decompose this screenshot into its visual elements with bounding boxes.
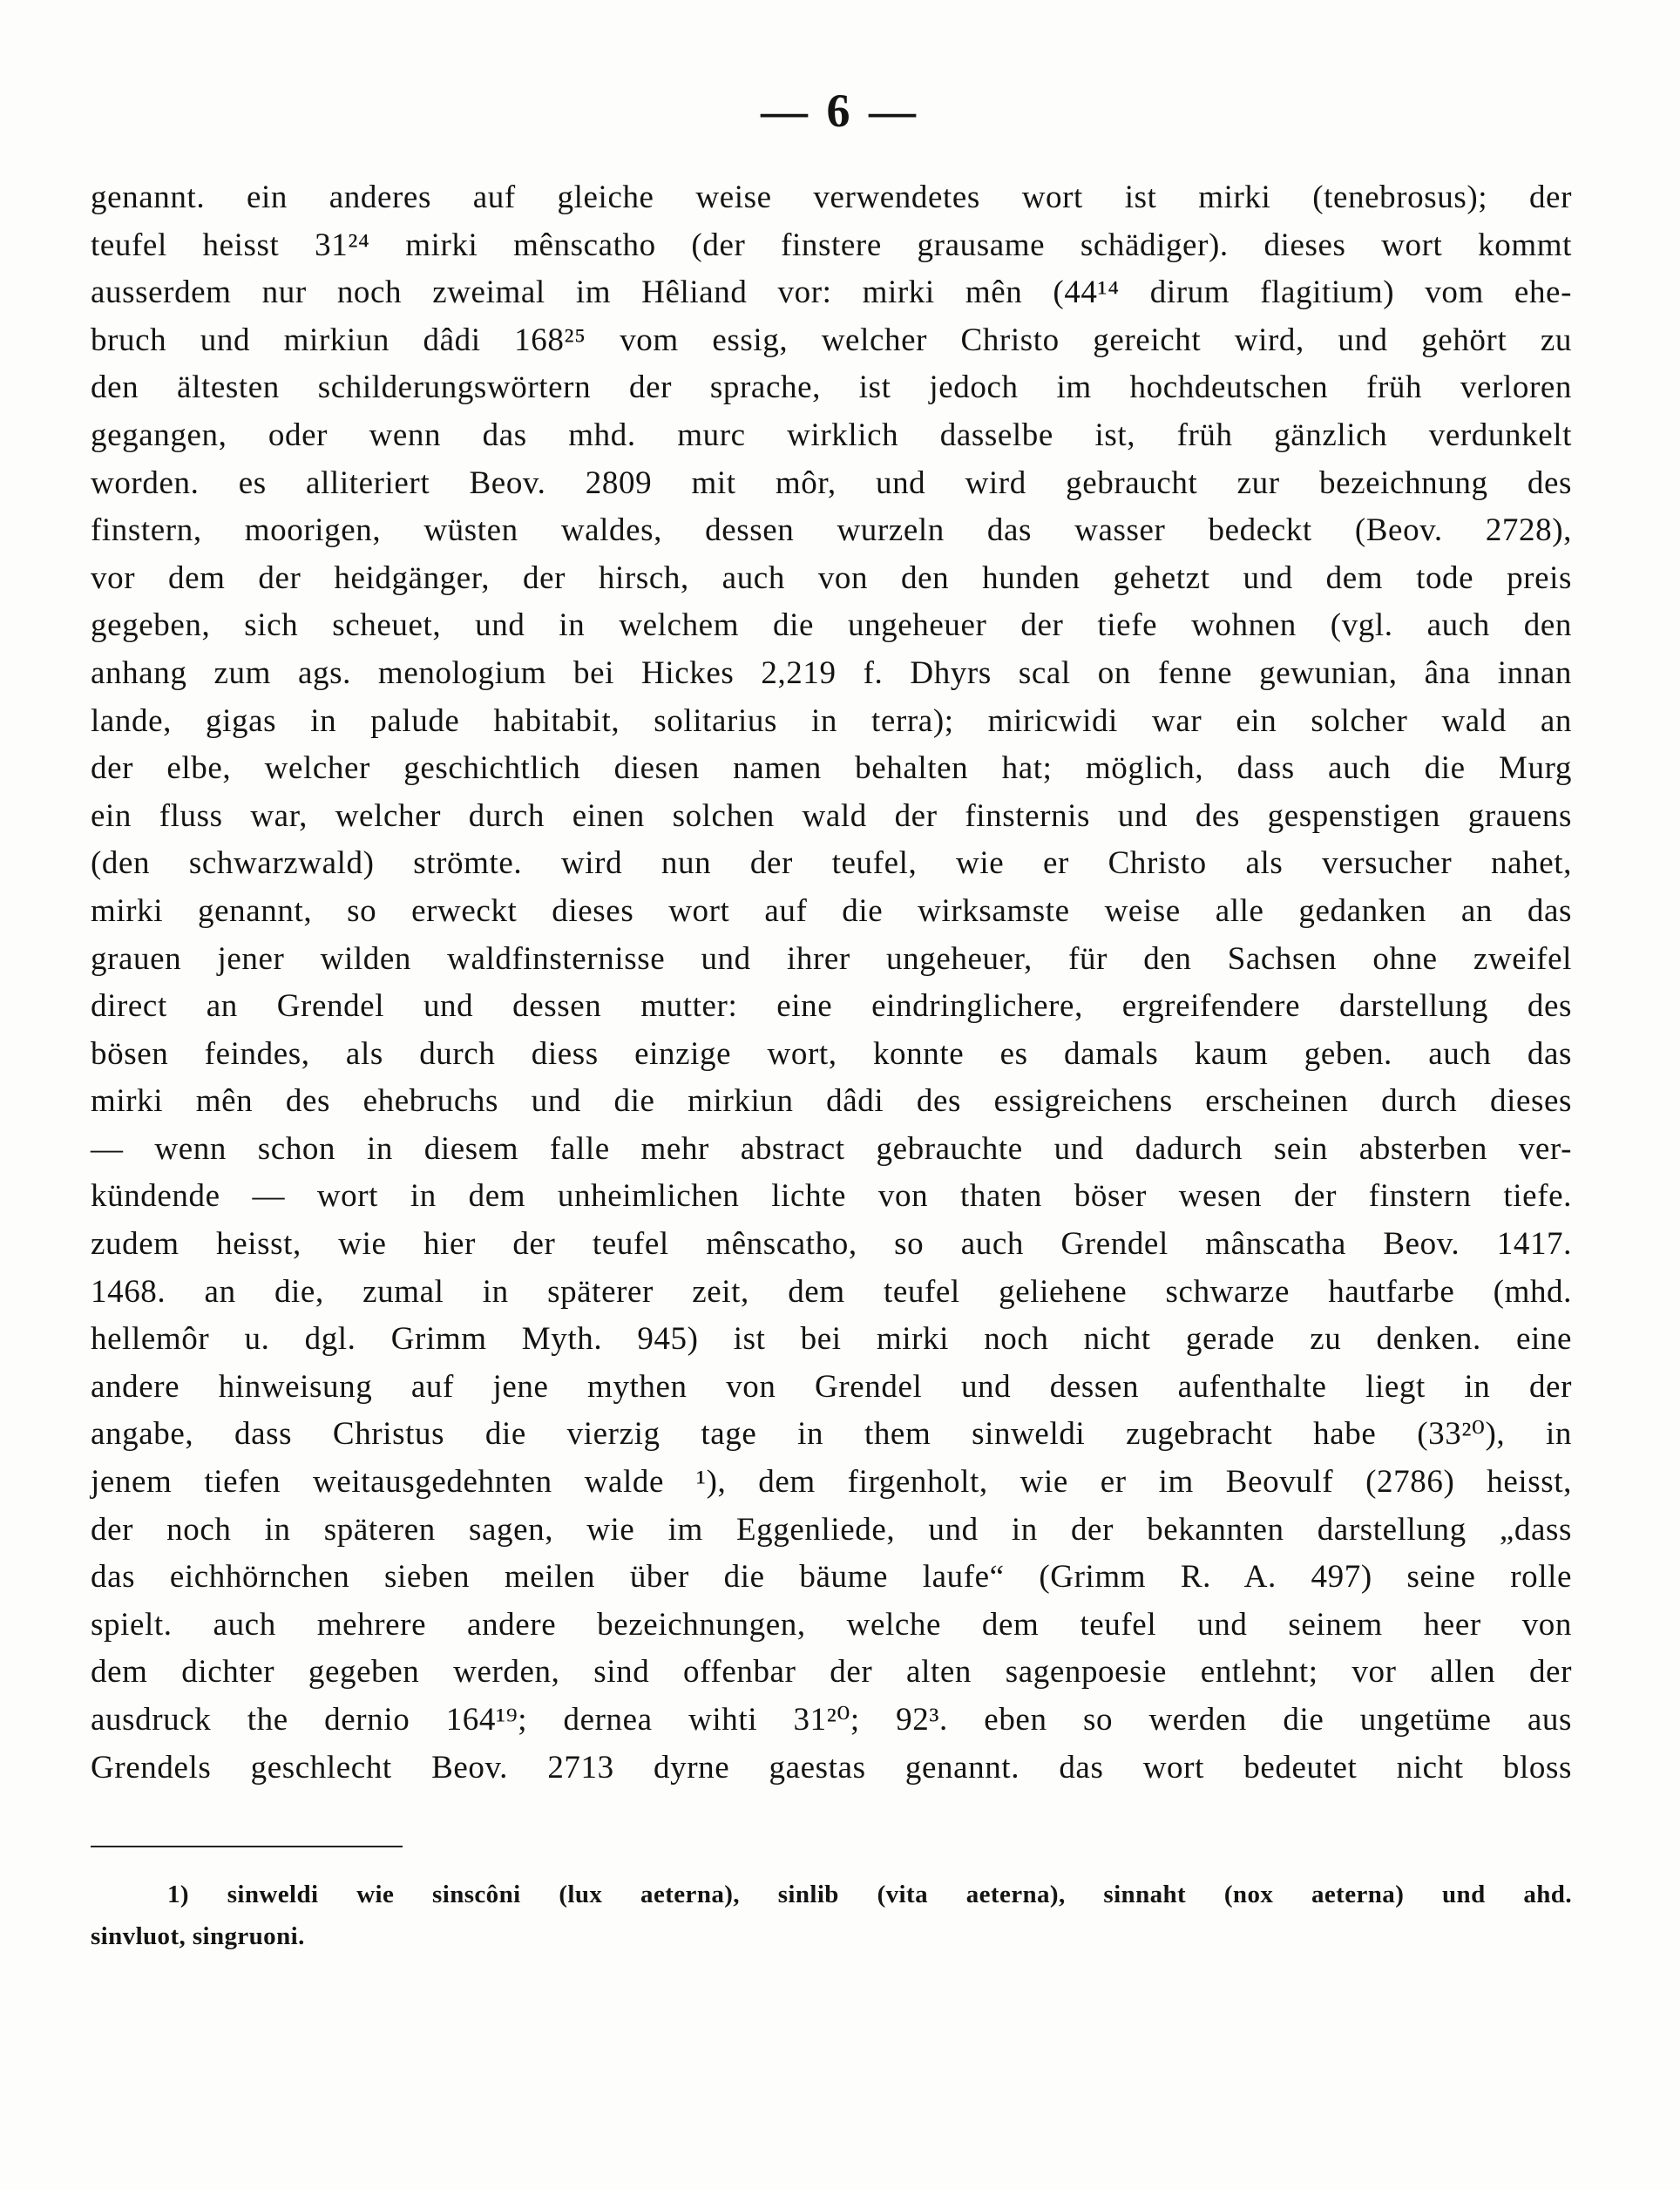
text-line: hellemôr u. dgl. Grimm Myth. 945) ist bei mirki noch nicht gerade zu denken. eine bbox=[91, 1321, 1572, 1358]
text-line: dem dichter gegeben werden, sind offenbar der alten sagenpoesie entlehnt; vor allen der bbox=[91, 1654, 1572, 1691]
text-line: ein fluss war, welcher durch einen solchen wald der finsternis und des gespenstigen grauens bbox=[91, 797, 1572, 834]
text-line: vor dem der heidgänger, der hirsch, auch von den hunden gehetzt und dem tode preis bbox=[91, 559, 1572, 596]
text-line: anhang zum ags. menologium bei Hickes 2,219 f. Dhyrs scal on fenne gewunian, âna innan bbox=[91, 654, 1572, 691]
text-line: genannt. ein anderes auf gleiche weise verwendetes wort ist mirki (tenebrosus); der bbox=[91, 180, 1572, 215]
text-line: der noch in späteren sagen, wie im Eggenliede, und in der bekannten darstellung „dass bbox=[91, 1511, 1572, 1548]
text-line: spielt. auch mehrere andere bezeichnungen, welche dem teufel und seinem heer von bbox=[91, 1606, 1572, 1643]
text-line: ausserdem nur noch zweimal im Hêliand vor: mirki mên (44¹⁴ dirum flagitium) vom ehe- bbox=[91, 274, 1572, 311]
text-line: finstern, moorigen, wüsten waldes, dessen wurzeln das wasser bedeckt (Beov. 2728), bbox=[91, 512, 1572, 549]
text-line: teufel heisst 31²⁴ mirki mênscatho (der finstere grausame schädiger). dieses wort kommt bbox=[91, 227, 1572, 263]
text-line: direct an Grendel und dessen mutter: eine eindringlichere, ergreifendere darstellung des bbox=[91, 988, 1572, 1025]
footnotes-block bbox=[91, 1874, 1572, 1957]
text-line: der elbe, welcher geschichtlich diesen namen behalten hat; möglich, dass auch die Murg bbox=[91, 750, 1572, 787]
text-line: angabe, dass Christus die vierzig tage in them sinweldi zugebracht habe (33²⁰), in bbox=[91, 1416, 1572, 1453]
text-line: das eichhörnchen sieben meilen über die bäume laufe“ (Grimm R. A. 497) seine rolle bbox=[91, 1559, 1572, 1596]
text-line: bruch und mirkiun dâdi 168²⁵ vom essig, welcher Christo gereicht wird, und gehört zu bbox=[91, 322, 1572, 358]
text-line: lande, gigas in palude habitabit, solitarius in terra); miricwidi war ein solcher wald an bbox=[91, 702, 1572, 739]
text-line: bösen feindes, als durch diess einzige wort, konnte es damals kaum geben. auch das bbox=[91, 1035, 1572, 1072]
text-line: (den schwarzwald) strömte. wird nun der teufel, wie er Christo als versucher nahet, bbox=[91, 845, 1572, 882]
text-line: zudem heisst, wie hier der teufel mênscatho, so auch Grendel mânscatha Beov. 1417. bbox=[91, 1226, 1572, 1263]
text-line: den ältesten schilderungswörtern der sprache, ist jedoch im hochdeutschen früh verloren bbox=[91, 369, 1572, 406]
text-line: 1468. an die, zumal in späterer zeit, dem teufel geliehene schwarze hautfarbe (mhd. bbox=[91, 1273, 1572, 1310]
page-number: — 6 — bbox=[761, 85, 919, 137]
text-line: gegeben, sich scheuet, und in welchem die ungeheuer der tiefe wohnen (vgl. auch den bbox=[91, 607, 1572, 644]
footnote-separator bbox=[91, 1846, 403, 1847]
text-line: — wenn schon in diesem falle mehr abstract gebrauchte und dadurch sein absterben ver- bbox=[91, 1130, 1572, 1167]
text-line: mirki genannt, so erweckt dieses wort auf die wirksamste weise alle gedanken an das bbox=[91, 892, 1572, 929]
text-line: grauen jener wilden waldfinsternisse und ihrer ungeheuer, für den Sachsen ohne zweifel bbox=[91, 940, 1572, 977]
text-line: worden. es alliteriert Beov. 2809 mit môr, und wird gebraucht zur bezeichnung des bbox=[91, 464, 1572, 501]
main-text-block bbox=[91, 174, 1572, 1792]
footnote-line: 1) sinweldi wie sinscôni (lux aeterna), sinlib (vita aeterna), sinnaht (nox aeterna) und ahd. bbox=[167, 1881, 1572, 1908]
text-line: andere hinweisung auf jene mythen von Grendel und dessen aufenthalte liegt in der bbox=[91, 1368, 1572, 1405]
footnote-line: sinvluot, singruoni. bbox=[91, 1922, 305, 1950]
text-line: jenem tiefen weitausgedehnten walde ¹), dem firgenholt, wie er im Beovulf (2786) heisst, bbox=[91, 1464, 1572, 1501]
text-line: ausdruck the dernio 164¹⁹; dernea wihti 31²⁰; 92³. eben so werden die ungetüme aus bbox=[91, 1702, 1572, 1738]
text-line: Grendels geschlecht Beov. 2713 dyrne gaestas genannt. das wort bedeutet nicht bloss bbox=[91, 1749, 1572, 1786]
text-line: kündende — wort in dem unheimlichen lichte von thaten böser wesen der finstern tiefe. bbox=[91, 1178, 1572, 1215]
text-line: mirki mên des ehebruchs und die mirkiun dâdi des essigreichens erscheinen durch dieses bbox=[91, 1083, 1572, 1120]
text-line: gegangen, oder wenn das mhd. murc wirklich dasselbe ist, früh gänzlich verdunkelt bbox=[91, 417, 1572, 453]
